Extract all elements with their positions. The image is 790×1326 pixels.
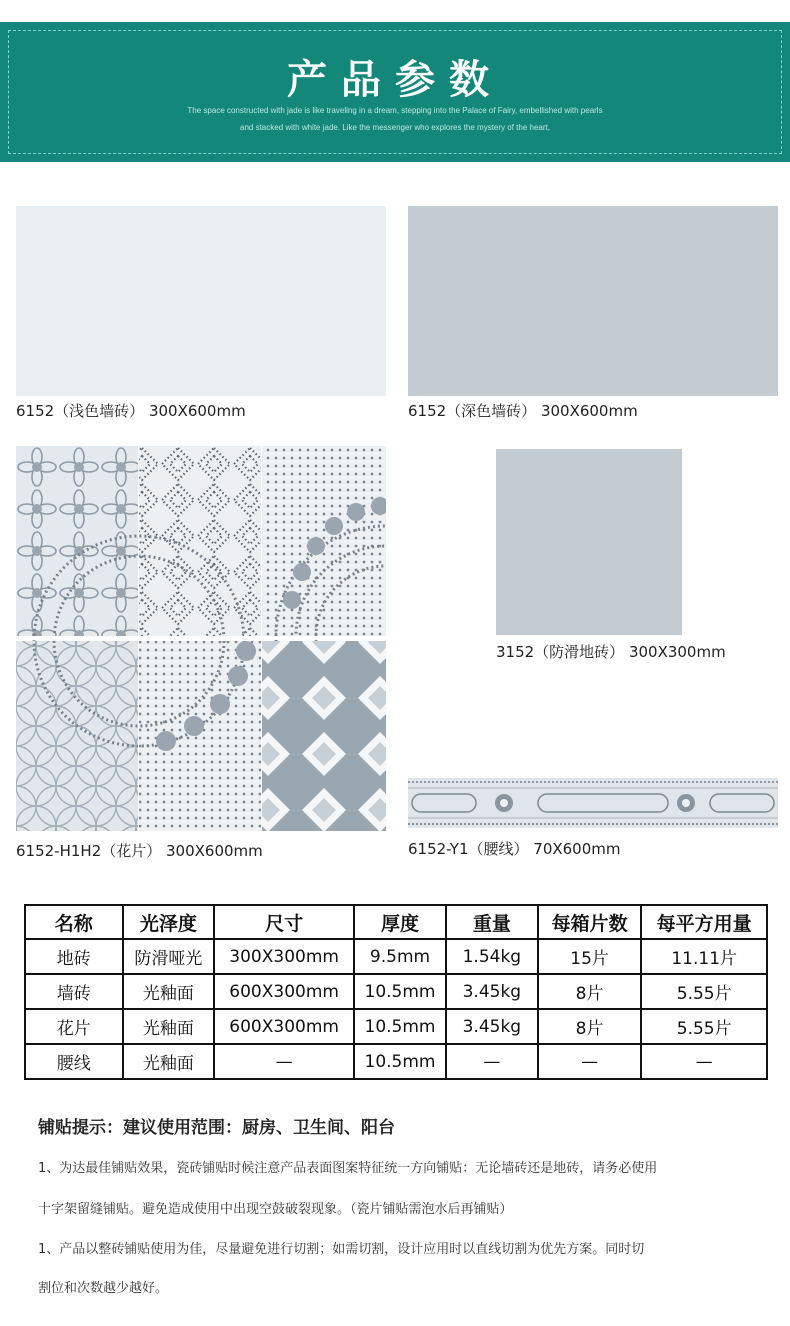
page-title: 产品参数 bbox=[287, 57, 503, 103]
table-cell: 墙砖 bbox=[25, 974, 123, 1009]
table-cell: 600X300mm bbox=[214, 1009, 354, 1044]
table-cell: 防滑哑光 bbox=[123, 939, 215, 974]
header-thickness: 厚度 bbox=[354, 905, 446, 939]
table-cell: 腰线 bbox=[25, 1044, 123, 1079]
table-cell: 9.5mm bbox=[354, 939, 446, 974]
border-tile-image bbox=[408, 778, 778, 828]
table-cell: — bbox=[446, 1044, 538, 1079]
table-cell: 8片 bbox=[538, 1009, 642, 1044]
table-cell: 8片 bbox=[538, 974, 642, 1009]
table-cell: 光釉面 bbox=[123, 1044, 215, 1079]
header-pieces-per-box: 每箱片数 bbox=[538, 905, 642, 939]
table-cell: 15片 bbox=[538, 939, 642, 974]
decor-tile-caption: 6152-H1H2（花片） 300X600mm bbox=[16, 842, 263, 860]
table-header-row bbox=[25, 905, 767, 939]
table-cell: 300X300mm bbox=[214, 939, 354, 974]
decor-tile-image bbox=[16, 446, 386, 831]
table-cell: 地砖 bbox=[25, 939, 123, 974]
tip-line: 十字架留缝铺贴。避免造成使用中出现空鼓破裂现象。（瓷片铺贴需泡水后再铺贴） bbox=[38, 1202, 513, 1217]
table-cell: 3.45kg bbox=[446, 1009, 538, 1044]
header-pieces-per-sqm: 每平方用量 bbox=[641, 905, 767, 939]
table-cell: — bbox=[538, 1044, 642, 1079]
header-name: 名称 bbox=[25, 905, 123, 939]
table-cell: — bbox=[641, 1044, 767, 1079]
table-cell: 5.55片 bbox=[641, 974, 767, 1009]
table-cell: 花片 bbox=[25, 1009, 123, 1044]
table-row bbox=[25, 1044, 767, 1079]
tip-line: 1、产品以整砖铺贴使用为佳，尽量避免进行切割；如需切割，设计应用时以直线切割为优先方案。同时切 bbox=[38, 1242, 645, 1257]
table-cell: 光釉面 bbox=[123, 1009, 215, 1044]
table-cell: — bbox=[214, 1044, 354, 1079]
banner-subtitle-line2: and stacked with white jade. Like the messenger who explores the mystery of the heart, bbox=[240, 123, 550, 132]
table-row bbox=[25, 974, 767, 1009]
tip-line: 割位和次数越少越好。 bbox=[38, 1281, 169, 1296]
tips-heading: 铺贴提示：建议使用范围：厨房、卫生间、阳台 bbox=[38, 1118, 395, 1138]
table-cell: 11.11片 bbox=[641, 939, 767, 974]
dark-wall-tile-caption: 6152（深色墙砖） 300X600mm bbox=[408, 402, 638, 420]
table-cell: 1.54kg bbox=[446, 939, 538, 974]
header-size: 尺寸 bbox=[214, 905, 354, 939]
light-wall-tile-caption: 6152（浅色墙砖） 300X600mm bbox=[16, 402, 246, 420]
table-cell: 10.5mm bbox=[354, 1009, 446, 1044]
tip-line: 1、为达最佳铺贴效果，瓷砖铺贴时候注意产品表面图案特征统一方向铺贴：无论墙砖还是地砖，请务必使用 bbox=[38, 1161, 658, 1176]
table-cell: 5.55片 bbox=[641, 1009, 767, 1044]
dark-wall-tile-image bbox=[408, 206, 778, 396]
table-cell: 600X300mm bbox=[214, 974, 354, 1009]
spec-table bbox=[24, 904, 768, 1080]
table-cell: 10.5mm bbox=[354, 1044, 446, 1079]
border-tile-caption: 6152-Y1（腰线） 70X600mm bbox=[408, 840, 621, 858]
header-gloss: 光泽度 bbox=[123, 905, 215, 939]
floor-tile-image bbox=[496, 449, 682, 635]
table-row bbox=[25, 939, 767, 974]
table-cell: 3.45kg bbox=[446, 974, 538, 1009]
floor-tile-caption: 3152（防滑地砖） 300X300mm bbox=[496, 643, 726, 661]
table-cell: 光釉面 bbox=[123, 974, 215, 1009]
banner-subtitle-line1: The space constructed with jade is like traveling in a dream, stepping into the Palace of Fairy, embellished with pearls bbox=[187, 106, 603, 115]
light-wall-tile-image bbox=[16, 206, 386, 396]
table-row bbox=[25, 1009, 767, 1044]
table-cell: 10.5mm bbox=[354, 974, 446, 1009]
header-weight: 重量 bbox=[446, 905, 538, 939]
